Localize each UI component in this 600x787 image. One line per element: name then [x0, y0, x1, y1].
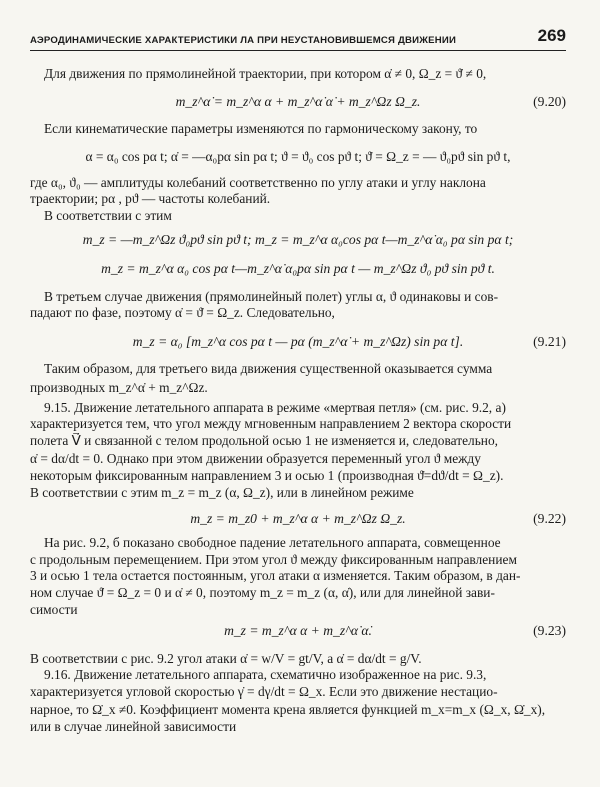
text-line: 3 и осью 1 тела остается постоянным, угол атаки α изменяется. Таким образом, в дан- — [30, 568, 521, 583]
equation-body: m_z^α̇ = m_z^α α + m_z^α̇ α̇ + m_z^Ωz Ω_z. — [175, 94, 421, 109]
text-line: α̇ = dα/dt = 0. Однако при этом движении образуется переменный угол ϑ между — [30, 451, 481, 466]
text-line: В соответствии с этим — [44, 208, 172, 223]
text-line: нарное, то Ω̇_x ≠0. Коэффициент момента крена является функцией m_x=m_x (Ω_x, Ω̇_x), — [30, 702, 546, 717]
equation-9-22 — [30, 510, 566, 528]
equation-body: m_z = m_z^α α + m_z^α̇ α̇. — [224, 623, 372, 638]
text-line: или в случае линейной зависимости — [30, 719, 237, 734]
text-line: характеризуется тем, что угол между мгновенным направлением 2 вектора скорости — [30, 416, 512, 431]
text-line: где α₀, ϑ₀ — амплитуды колебаний соответственно по углу атаки и углу наклона — [30, 175, 486, 190]
running-head: АЭРОДИНАМИЧЕСКИЕ ХАРАКТЕРИСТИКИ ЛА ПРИ НЕУСТАНОВИВШЕМСЯ ДВИЖЕНИИ — [30, 35, 457, 46]
text-line: некоторым фиксированным направлением 3 и осью 1 (производная ϑ̇=dϑ/dt = Ω_z). — [30, 468, 504, 483]
text-line: В соответствии с рис. 9.2 угол атаки α̇ = w/V = gt/V, а α̇ = dα/dt = g/V. — [30, 651, 422, 666]
text-line: характеризуется угловой скоростью γ̇ = dγ/dt = Ω_x. Если это движение нестацио- — [30, 684, 498, 699]
text-line: симости — [30, 602, 78, 617]
equation-mz-sum — [30, 260, 566, 278]
text-line: В соответствии с этим m_z = m_z (α, Ω_z), или в линейном режиме — [30, 485, 414, 500]
equation-number: (9.22) — [533, 511, 566, 526]
text-line: Если кинематические параметры изменяются по гармоническому закону, то — [44, 121, 478, 136]
page-header — [30, 26, 566, 51]
text-line: с продольным перемещением. При этом угол ϑ между фиксированным направлением — [30, 552, 517, 567]
equation-9-20 — [30, 93, 566, 111]
text-line: ном случае ϑ̇ = Ω_z = 0 и α̇ ≠ 0, поэтому m_z = m_z (α, α̇), или для линейной зави- — [30, 585, 495, 600]
text-line: Таким образом, для третьего вида движения существенной оказывается сумма — [44, 361, 493, 376]
equation-number: (9.21) — [533, 334, 566, 349]
page-number: 269 — [537, 26, 566, 45]
equation-number: (9.20) — [533, 94, 566, 109]
text-line: падают по фазе, поэтому α̇ = ϑ̇ = Ω_z. Следовательно, — [30, 305, 335, 320]
equation-mz-components — [30, 231, 566, 249]
text-line-formula: α = α₀ cos pα t; α̇ = —α₀pα sin pα t; ϑ = ϑ₀ cos pϑ t; ϑ̇ = Ω_z = — ϑ₀pϑ sin pϑ t, — [85, 149, 511, 164]
text-line: В третьем случае движения (прямолинейный полет) углы α, ϑ одинаковы и сов- — [44, 289, 499, 304]
text-line: Для движения по прямолинейной траектории, при котором α̇ ≠ 0, Ω_z = ϑ̇ ≠ 0, — [44, 66, 487, 81]
equation-body: m_z = α₀ [m_z^α cos pα t — pα (m_z^α̇ + m_z^Ωz) sin pα t]. — [132, 334, 464, 349]
text-line: полета V⃗ и связанной с телом продольной осью 1 не изменяется и, следовательно, — [30, 433, 499, 448]
equation-body: m_z = m_z^α α₀ cos pα t—m_z^α̇ α₀pα sin pα t — m_z^Ωz ϑ₀ pϑ sin pϑ t. — [101, 261, 495, 276]
equation-9-23 — [30, 622, 566, 640]
equation-body: m_z = m_z0 + m_z^α α + m_z^Ωz Ω_z. — [190, 511, 406, 526]
section-9-15-start: 9.15. Движение летательного аппарата в режиме «мертвая петля» (см. рис. 9.2, а) — [44, 400, 506, 415]
equation-9-21 — [30, 333, 566, 351]
equation-number: (9.23) — [533, 623, 566, 638]
text-line: траектории; pα , pϑ — частоты колебаний. — [30, 191, 271, 206]
section-9-16-start: 9.16. Движение летательного аппарата, схематично изображенное на рис. 9.3, — [44, 667, 487, 682]
text-line: производных m_z^α̇ + m_z^Ωz. — [30, 380, 208, 395]
equation-body: m_z = —m_z^Ωz ϑ₀pϑ sin pϑ t; m_z = m_z^α α₀cos pα t—m_z^α̇ α₀ pα sin pα t; — [82, 232, 514, 247]
text-line: На рис. 9.2, б показано свободное падение летательного аппарата, совмещенное — [44, 535, 501, 550]
